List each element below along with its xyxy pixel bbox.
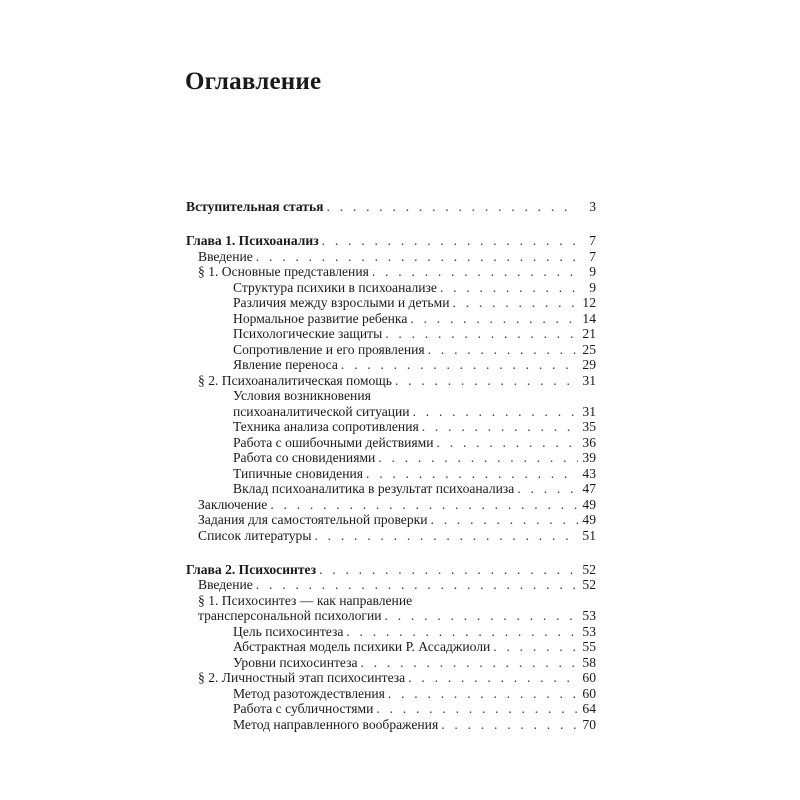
- toc-page-number: 70: [582, 716, 596, 732]
- toc-entry-title: § 2. Личностный этап психосинтеза: [198, 670, 406, 685]
- toc-entry[interactable]: [186, 717, 596, 733]
- toc-entry[interactable]: [186, 419, 596, 435]
- toc-entry[interactable]: [186, 326, 596, 342]
- toc-entry[interactable]: [186, 233, 596, 249]
- toc-page-number: 31: [582, 372, 596, 388]
- toc-group: [186, 199, 596, 215]
- toc-page-number: 51: [582, 527, 596, 543]
- toc-entry-title: Цель психосинтеза: [233, 623, 344, 639]
- toc-page-number: 43: [582, 465, 596, 481]
- toc-entry-title: Уровни психосинтеза: [233, 654, 358, 670]
- dot-leader: [376, 701, 578, 717]
- dot-leader: [385, 608, 578, 624]
- toc-entry-title: § 1. Основные представления: [198, 264, 369, 279]
- toc-page-number: 12: [582, 295, 596, 310]
- toc-entry-title: Сопротивление и его проявления: [233, 341, 425, 357]
- toc-entry[interactable]: [186, 639, 596, 655]
- dot-leader: [441, 717, 578, 733]
- toc-entry-title: Техника анализа сопротивления: [233, 419, 419, 434]
- toc-entry-title: Явление переноса: [233, 357, 338, 372]
- toc-page-number: 52: [582, 561, 596, 577]
- dot-leader: [431, 512, 578, 528]
- toc-page-number: 58: [582, 654, 596, 670]
- toc-page-number: 14: [582, 310, 596, 326]
- toc-entry-title: Глава 1. Психоанализ: [186, 233, 319, 248]
- toc-entry[interactable]: [186, 528, 596, 544]
- toc-page-number: 64: [582, 701, 596, 716]
- dot-leader: [366, 466, 578, 482]
- toc-page-number: 52: [582, 577, 596, 592]
- dot-leader: [410, 311, 578, 327]
- dot-leader: [408, 670, 578, 686]
- dot-leader: [378, 450, 578, 466]
- toc-entry[interactable]: [186, 512, 596, 528]
- toc-entry-title: Заключение: [198, 496, 268, 512]
- toc-page-number: 39: [582, 450, 596, 465]
- toc-entry-title: Метод направленного воображения: [233, 716, 439, 732]
- toc-entry[interactable]: [186, 466, 596, 482]
- toc-page-number: 36: [582, 434, 596, 450]
- toc-page-number: 47: [582, 481, 596, 496]
- toc-page-number: 3: [589, 199, 596, 214]
- toc-entry-title: Структура психики в психоанализе: [233, 279, 437, 295]
- toc-entry-title: Нормальное развитие ребенка: [233, 310, 408, 326]
- dot-leader: [437, 435, 578, 451]
- dot-leader: [346, 624, 578, 640]
- toc-entry-title: Абстрактная модель психики Р. Ассаджиоли: [233, 639, 491, 654]
- toc-entry[interactable]: [186, 435, 596, 451]
- dot-leader: [256, 577, 578, 593]
- toc-page-number: 60: [582, 685, 596, 701]
- dot-leader: [385, 326, 578, 342]
- toc-entry-title: Различия между взрослыми и детьми: [233, 295, 450, 310]
- toc-entry[interactable]: [186, 497, 596, 513]
- toc-entry[interactable]: [186, 373, 596, 389]
- toc-group: [186, 233, 596, 543]
- toc-page-number: 9: [589, 279, 596, 295]
- dot-leader: [517, 481, 578, 497]
- toc-entry-title: Условия возникновения: [233, 388, 371, 403]
- toc-page-number: 29: [582, 357, 596, 372]
- dot-leader: [341, 357, 578, 373]
- toc-entry[interactable]: [186, 608, 596, 624]
- toc-entry[interactable]: [186, 450, 596, 466]
- toc-page-number: 49: [582, 512, 596, 527]
- toc-entry[interactable]: [186, 481, 596, 497]
- toc-page-number: 53: [582, 608, 596, 623]
- toc-page-number: 7: [589, 233, 596, 248]
- toc-entry[interactable]: [186, 624, 596, 640]
- toc-entry[interactable]: [186, 311, 596, 327]
- dot-leader: [361, 655, 578, 671]
- toc-page-number: 60: [582, 670, 596, 685]
- toc-page-number: 9: [589, 264, 596, 279]
- toc-entry-title: Введение: [198, 248, 253, 264]
- dot-leader: [388, 686, 578, 702]
- dot-leader: [428, 342, 578, 358]
- toc-entry[interactable]: [186, 670, 596, 686]
- dot-leader: [322, 233, 578, 249]
- toc-entry-title: Список литературы: [198, 527, 312, 543]
- toc-entry[interactable]: [186, 280, 596, 296]
- toc-entry-title: § 2. Психоаналитическая помощь: [198, 372, 392, 388]
- toc-entry[interactable]: [186, 199, 596, 215]
- toc-entry-title: психоаналитической ситуации: [233, 403, 410, 419]
- dot-leader: [319, 562, 578, 578]
- toc-entry-title: Метод разотождествления: [233, 685, 385, 701]
- dot-leader: [413, 404, 578, 420]
- toc-entry-title: Введение: [198, 577, 253, 592]
- toc-entry-title: Психологические защиты: [233, 326, 383, 341]
- toc-entry[interactable]: [186, 249, 596, 265]
- toc-entry-title: Вступительная статья: [186, 199, 324, 214]
- dot-leader: [327, 199, 578, 215]
- toc-entry-title: Работа с субличностями: [233, 701, 374, 716]
- dot-leader: [314, 528, 578, 544]
- toc-entry[interactable]: [186, 388, 596, 404]
- toc-entry[interactable]: [186, 357, 596, 373]
- toc-entry[interactable]: [186, 577, 596, 593]
- toc-entry-title: Работа с ошибочными действиями: [233, 434, 434, 450]
- dot-leader: [493, 639, 578, 655]
- toc-page-number: 7: [589, 248, 596, 264]
- page-title: Оглавление: [185, 68, 322, 95]
- toc-entry[interactable]: [186, 264, 596, 280]
- dot-leader: [372, 264, 578, 280]
- toc-entry-title: Работа со сновидениями: [233, 450, 376, 465]
- dot-leader: [270, 497, 578, 513]
- toc-entry-title: Типичные сновидения: [233, 465, 364, 481]
- toc-entry-title: Вклад психоаналитика в результат психоанализа: [233, 481, 515, 496]
- toc-entry-title: Глава 2. Психосинтез: [186, 561, 317, 577]
- toc-entry-title: Задания для самостоятельной проверки: [198, 512, 428, 527]
- toc-page-number: 35: [582, 419, 596, 434]
- toc-page-number: 25: [582, 341, 596, 357]
- toc-entry-title: трансперсональной психологии: [198, 608, 382, 623]
- dot-leader: [440, 280, 578, 296]
- dot-leader: [256, 249, 578, 265]
- toc-page-number: 21: [582, 326, 596, 341]
- toc-entry[interactable]: [186, 593, 596, 609]
- toc-entry-title: § 1. Психосинтез — как направление: [198, 592, 413, 608]
- table-of-contents: [186, 199, 596, 751]
- dot-leader: [453, 295, 578, 311]
- dot-leader: [422, 419, 578, 435]
- toc-entry[interactable]: [186, 295, 596, 311]
- toc-group: [186, 562, 596, 733]
- toc-page-number: 49: [582, 496, 596, 512]
- toc-page-number: 55: [582, 639, 596, 654]
- toc-entry[interactable]: [186, 701, 596, 717]
- toc-entry[interactable]: [186, 686, 596, 702]
- toc-entry[interactable]: [186, 404, 596, 420]
- toc-entry[interactable]: [186, 342, 596, 358]
- toc-page-number: 53: [582, 623, 596, 639]
- toc-page-number: 31: [582, 403, 596, 419]
- toc-entry[interactable]: [186, 655, 596, 671]
- dot-leader: [395, 373, 578, 389]
- toc-entry[interactable]: [186, 562, 596, 578]
